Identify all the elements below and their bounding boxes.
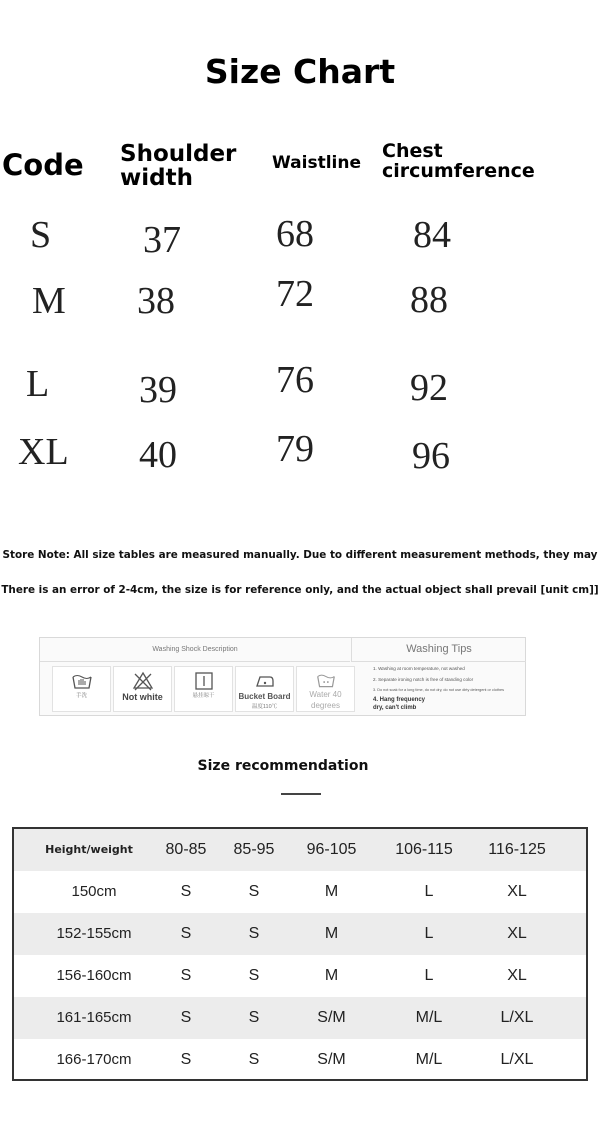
wash-symbol (113, 666, 172, 712)
shoulder-value: 38 (137, 280, 175, 322)
store-note-line1: Store Note: All size tables are measured manually. Due to different measurement methods, they may (2, 549, 598, 561)
washing-tip: 1. Washing at room temperature, not washed (373, 666, 465, 671)
size-cell: XL (507, 967, 527, 984)
size-cell: S (248, 967, 260, 984)
header-waistline: Waistline (272, 153, 361, 173)
washing-tips-heading: Washing Tips (351, 638, 526, 662)
size-cell: S/M (317, 1009, 346, 1026)
wash-label: 悬挂晾干 (192, 693, 215, 699)
chest-value: 92 (410, 367, 448, 409)
wash-sublabel: degrees (311, 701, 340, 711)
size-cell: S (180, 883, 192, 900)
height-cell: 150cm (71, 883, 117, 900)
washing-tip: 2. Separate ironing notch is free of standing color (373, 676, 474, 682)
waist-value: 68 (276, 213, 314, 255)
page-title: Size Chart (204, 52, 396, 91)
iron-icon (254, 671, 276, 691)
header-code: Code (2, 148, 84, 182)
size-cell: L (424, 925, 434, 942)
table-row (14, 955, 586, 997)
store-note-line2: There is an error of 2-4cm, the size is for reference only, and the actual object shall prevail [unit cm]] (1, 584, 599, 596)
hand-wash-icon (71, 671, 93, 691)
size-cell: XL (507, 925, 527, 942)
height-cell: 161-165cm (56, 1009, 132, 1026)
washing-instructions-panel (39, 637, 526, 716)
size-cell: S (248, 883, 260, 900)
height-cell: 152-155cm (56, 925, 132, 942)
washing-tips-list (373, 666, 523, 716)
size-cell: S/M (317, 1051, 346, 1068)
wash-symbol (296, 666, 355, 712)
wash-symbol (52, 666, 111, 712)
wash-symbol (174, 666, 233, 712)
size-cell: M/L (415, 1009, 443, 1026)
size-code: L (26, 363, 50, 405)
size-cell: S (248, 925, 260, 942)
washing-tip: 4. Hang frequency (373, 697, 426, 704)
hang-dry-icon (193, 671, 215, 691)
chest-value: 84 (413, 214, 451, 256)
chest-value: 96 (412, 435, 450, 477)
washing-tip-sub: dry, can't climb (373, 704, 417, 711)
header-weight-range: 106-115 (395, 841, 453, 858)
size-cell: L (424, 883, 434, 900)
size-cell: M (324, 925, 339, 942)
header-weight-range: 116-125 (488, 841, 546, 858)
waist-value: 72 (276, 273, 314, 315)
chest-value: 88 (410, 279, 448, 321)
size-cell: S (248, 1051, 260, 1068)
size-cell: S (180, 1009, 192, 1026)
size-cell: M (324, 883, 339, 900)
size-cell: S (180, 925, 192, 942)
table-row (14, 1039, 586, 1081)
shoulder-value: 37 (143, 219, 181, 261)
header-shoulder-width: Shoulder width (120, 141, 237, 192)
size-cell: L/XL (500, 1051, 534, 1068)
size-cell: L (424, 967, 434, 984)
waist-value: 76 (276, 359, 314, 401)
size-cell: M (324, 967, 339, 984)
table-header-row (14, 829, 586, 871)
table-row (14, 871, 586, 913)
washing-tip: 3. Do not soak for a long time, do not dry, do not use dirty detergent or clothes (373, 687, 504, 692)
wash-label: Bucket Board (238, 692, 291, 701)
wash-sublabel: 温度110℃ (251, 703, 278, 710)
header-weight-range: 80-85 (165, 841, 207, 858)
size-cell: S (180, 967, 192, 984)
shoulder-value: 40 (139, 434, 177, 476)
wash-symbol (235, 666, 294, 712)
size-cell: M/L (415, 1051, 443, 1068)
shoulder-value: 39 (139, 369, 177, 411)
table-row (14, 913, 586, 955)
size-code: XL (18, 431, 69, 473)
wash-label: Water 40 (309, 690, 342, 700)
size-code: M (32, 280, 66, 322)
no-bleach-icon (132, 671, 154, 691)
size-cell: S (248, 1009, 260, 1026)
wash-label: 手洗 (75, 693, 87, 699)
waist-value: 79 (276, 428, 314, 470)
header-weight-range: 96-105 (306, 841, 357, 858)
size-recommendation-table (12, 827, 588, 1081)
size-cell: L/XL (500, 1009, 534, 1026)
size-code: S (30, 214, 52, 256)
size-cell: S (180, 1051, 192, 1068)
header-height-weight: Height/weight (45, 843, 133, 856)
size-cell: XL (507, 883, 527, 900)
wash-40-icon (315, 671, 337, 689)
wash-label: Not white (122, 692, 163, 702)
washing-description-heading: Washing Shock Description (40, 638, 350, 662)
table-row (14, 997, 586, 1039)
header-weight-range: 85-95 (233, 841, 275, 858)
height-cell: 156-160cm (56, 967, 132, 984)
header-chest-circumference: Chest circumference (382, 140, 535, 182)
size-recommendation-title: Size recommendation (197, 758, 369, 774)
title-underline (281, 793, 321, 795)
height-cell: 166-170cm (56, 1051, 132, 1068)
